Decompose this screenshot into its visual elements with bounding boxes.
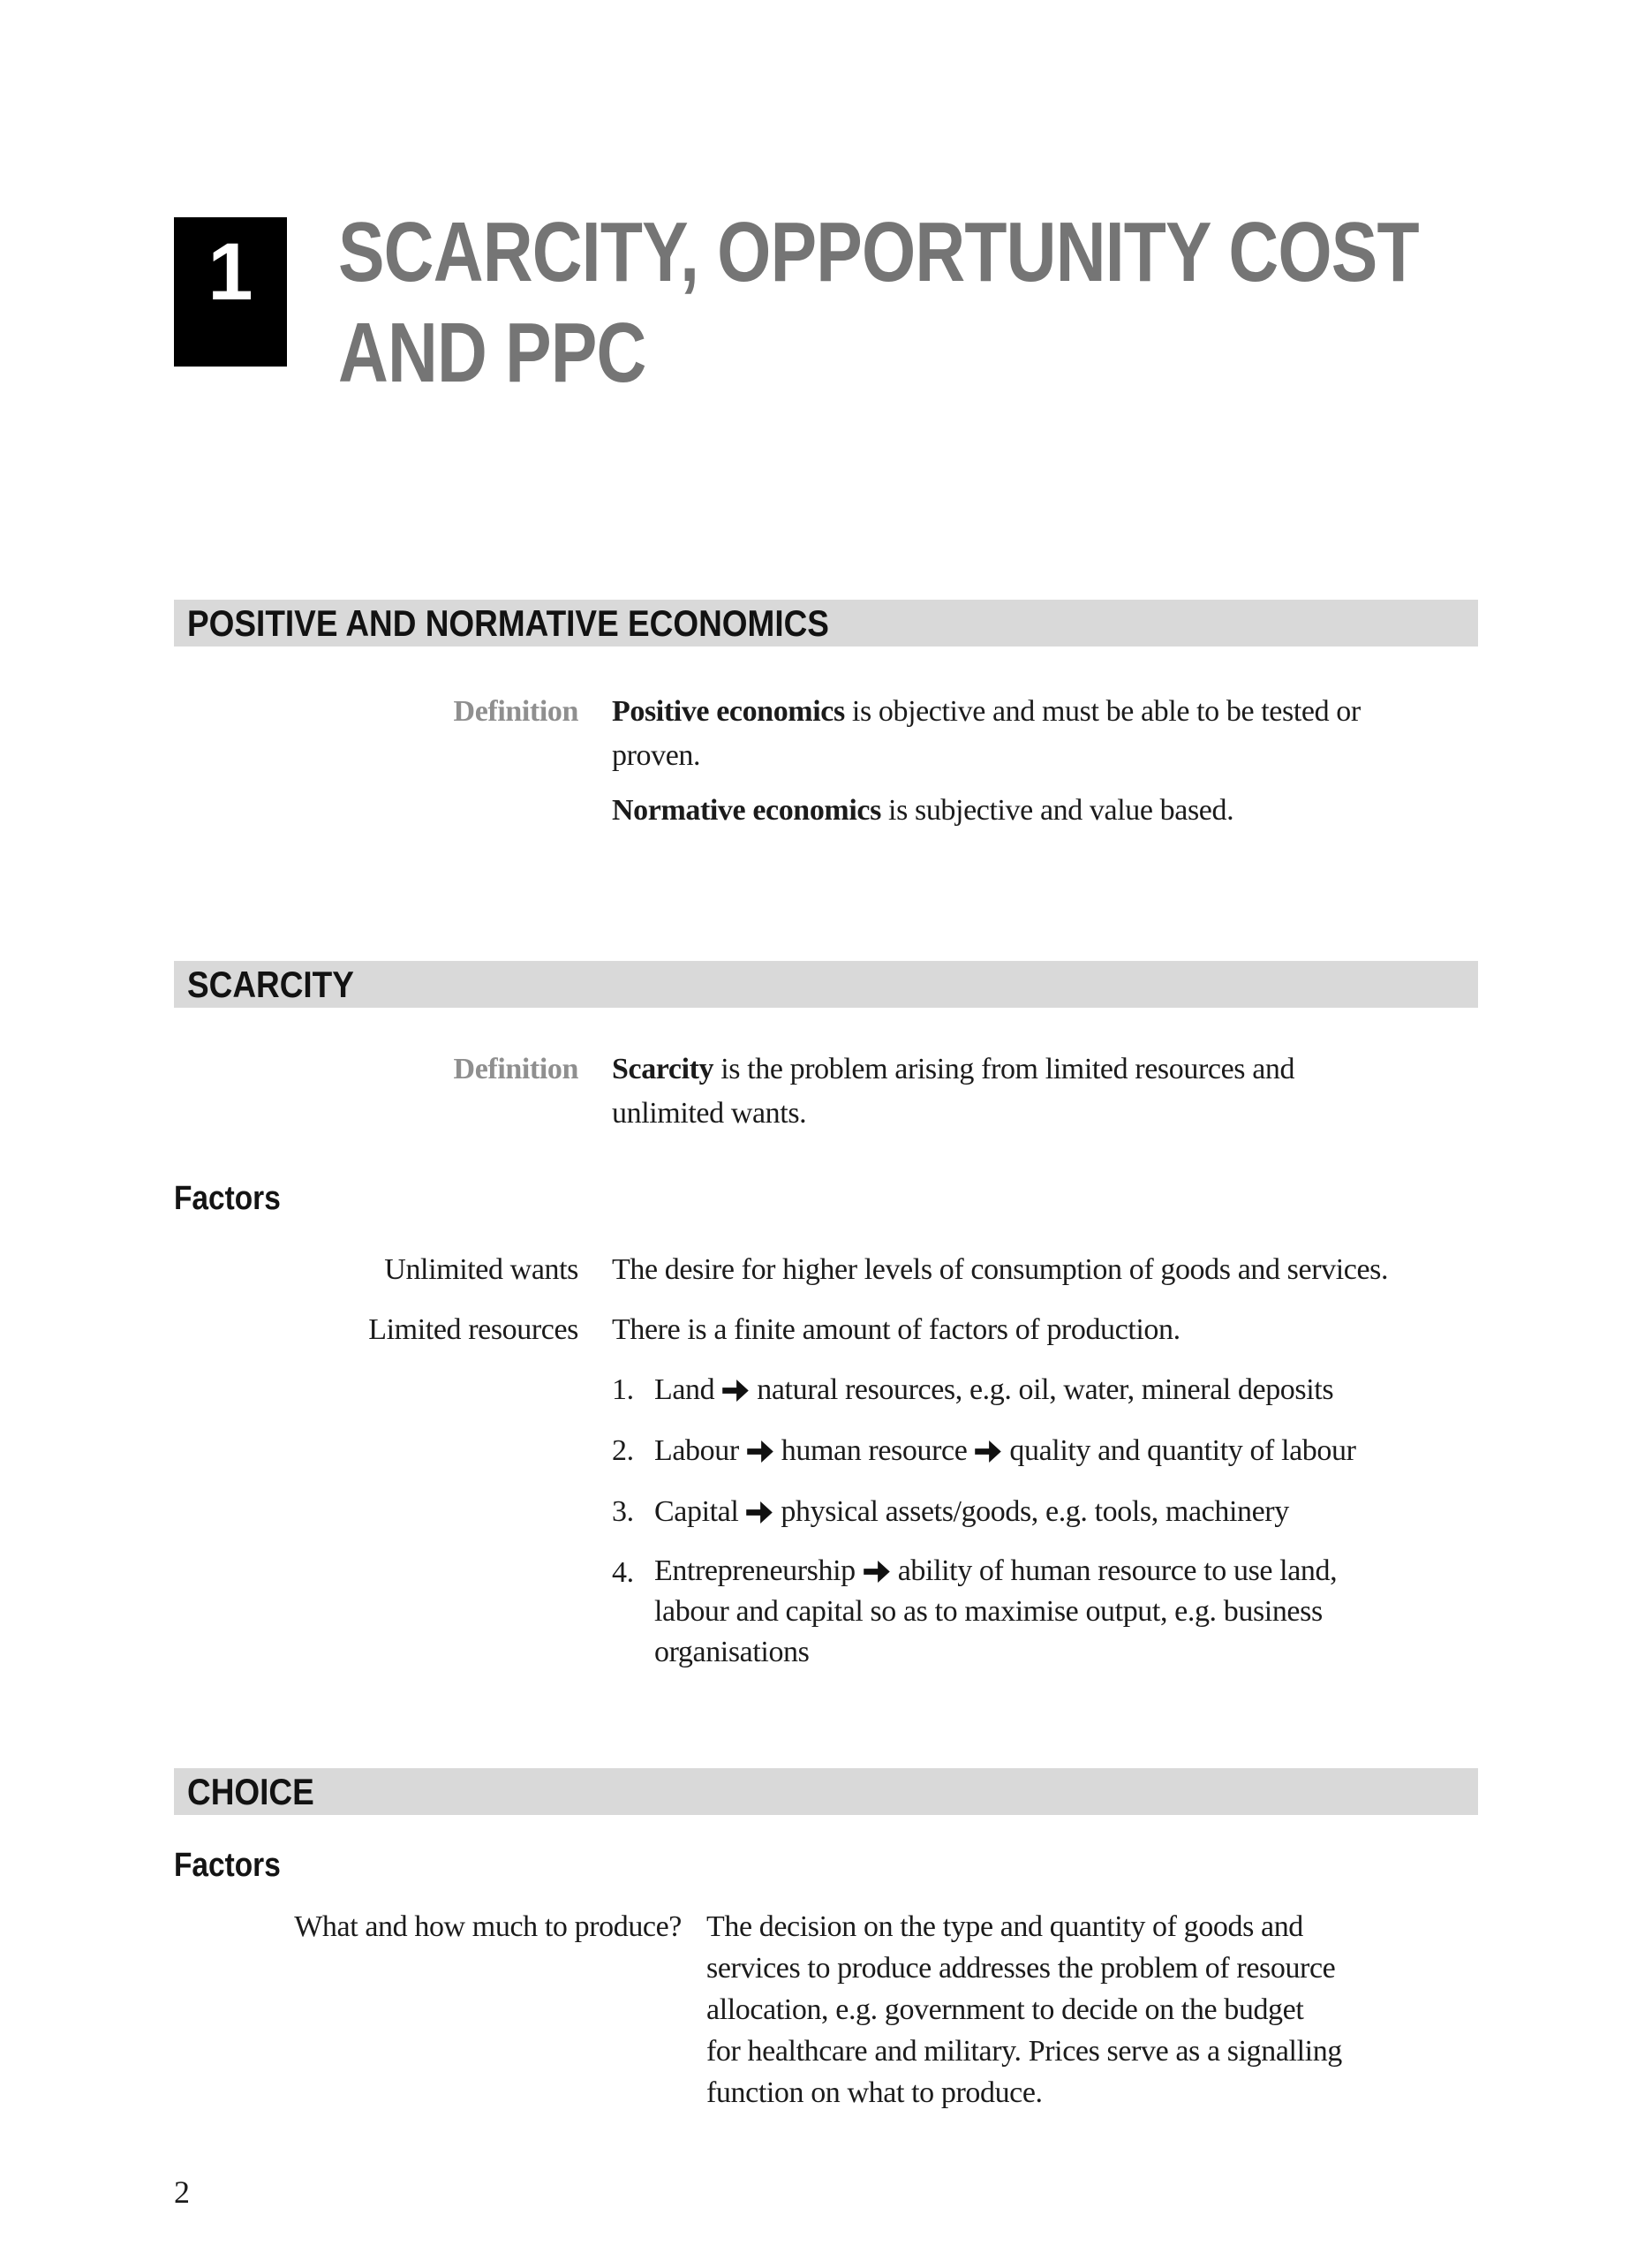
choice-factor-body bbox=[706, 1906, 1342, 2114]
definition-label: Definition bbox=[453, 695, 578, 728]
definition-body bbox=[612, 1047, 1294, 1136]
definition-text: is the problem arising from limited resources and bbox=[713, 1053, 1295, 1085]
definition-text: is subjective and value based. bbox=[880, 794, 1234, 827]
factor-description: physical assets/goods, e.g. tools, machinery bbox=[781, 1495, 1289, 1528]
definition-line bbox=[612, 690, 1361, 734]
factors-heading-text: Factors bbox=[174, 1847, 281, 1884]
definition-body bbox=[612, 690, 1361, 833]
section-banner-scarcity bbox=[174, 961, 1478, 1008]
list-item-text bbox=[654, 1490, 1289, 1534]
factor-term: Land bbox=[654, 1373, 715, 1406]
list-item bbox=[612, 1490, 1356, 1534]
choice-text-line: The decision on the type and quantity of goods and bbox=[706, 1910, 1303, 1943]
list-item-number: 2. bbox=[612, 1434, 634, 1467]
factor-text: There is a finite amount of factors of production. bbox=[612, 1313, 1181, 1346]
factor-label: Unlimited wants bbox=[384, 1253, 578, 1286]
chapter-title bbox=[338, 202, 1419, 404]
factor-term: Labour bbox=[654, 1434, 739, 1467]
choice-factor-label: What and how much to produce? bbox=[294, 1910, 682, 1943]
choice-text-line: for healthcare and military. Prices serve as a signalling bbox=[706, 2035, 1342, 2068]
list-item-number: 4. bbox=[612, 1556, 634, 1589]
chapter-number-box bbox=[174, 217, 287, 367]
chapter-title-line-1: SCARCITY, OPPORTUNITY COST bbox=[338, 205, 1419, 299]
factor-label: Limited resources bbox=[368, 1313, 578, 1346]
definition-line bbox=[612, 789, 1361, 833]
list-item-text bbox=[654, 1429, 1356, 1473]
factor-description: ability of human resource to use land, bbox=[897, 1554, 1338, 1587]
term-positive-economics: Positive economics bbox=[612, 695, 845, 728]
definition-line: proven. bbox=[612, 739, 701, 772]
arrow-right-icon bbox=[975, 1441, 1001, 1463]
list-item-line bbox=[654, 1551, 1337, 1592]
arrow-right-icon bbox=[746, 1501, 773, 1524]
section-banner-positive-normative bbox=[174, 600, 1478, 647]
factor-description: natural resources, e.g. oil, water, mineral deposits bbox=[757, 1373, 1334, 1406]
chapter-title-line-2: AND PPC bbox=[338, 306, 646, 400]
list-item bbox=[612, 1551, 1356, 1673]
list-item-number: 3. bbox=[612, 1495, 634, 1528]
page-number: 2 bbox=[174, 2174, 190, 2210]
list-item-text bbox=[654, 1368, 1333, 1412]
choice-text-line: allocation, e.g. government to decide on the budget bbox=[706, 1993, 1304, 2026]
choice-text-line: services to produce addresses the problem of resource bbox=[706, 1952, 1336, 1985]
factor-description: quality and quantity of labour bbox=[1009, 1434, 1356, 1467]
definition-label: Definition bbox=[453, 1053, 578, 1085]
list-item bbox=[612, 1368, 1356, 1412]
factors-heading-text: Factors bbox=[174, 1180, 281, 1217]
section-heading: SCARCITY bbox=[187, 964, 354, 1005]
factors-heading bbox=[174, 1848, 295, 1883]
factors-heading bbox=[174, 1181, 295, 1216]
section-heading: POSITIVE AND NORMATIVE ECONOMICS bbox=[187, 602, 829, 644]
section-banner-choice bbox=[174, 1768, 1478, 1815]
definition-line: unlimited wants. bbox=[612, 1097, 807, 1130]
list-item-line: labour and capital so as to maximise output, e.g. business bbox=[654, 1595, 1323, 1628]
arrow-right-icon bbox=[864, 1561, 890, 1583]
definition-line bbox=[612, 1047, 1294, 1092]
factor-term: Capital bbox=[654, 1495, 739, 1528]
arrow-right-icon bbox=[747, 1441, 773, 1463]
section-heading: CHOICE bbox=[187, 1771, 314, 1812]
factor-text: The desire for higher levels of consumption of goods and services. bbox=[612, 1253, 1389, 1286]
list-item-number: 1. bbox=[612, 1373, 634, 1406]
choice-text-line: function on what to produce. bbox=[706, 2076, 1043, 2109]
list-item-line: organisations bbox=[654, 1636, 810, 1668]
term-scarcity: Scarcity bbox=[612, 1053, 714, 1085]
factors-of-production-list bbox=[612, 1368, 1356, 1690]
term-normative-economics: Normative economics bbox=[612, 794, 881, 827]
arrow-right-icon bbox=[722, 1380, 749, 1402]
factor-description: human resource bbox=[781, 1434, 968, 1467]
factor-term: Entrepreneurship bbox=[654, 1554, 856, 1587]
chapter-number: 1 bbox=[207, 227, 253, 317]
list-item-text bbox=[654, 1551, 1337, 1673]
list-item bbox=[612, 1429, 1356, 1473]
definition-text: is objective and must be able to be tested or bbox=[844, 695, 1361, 728]
